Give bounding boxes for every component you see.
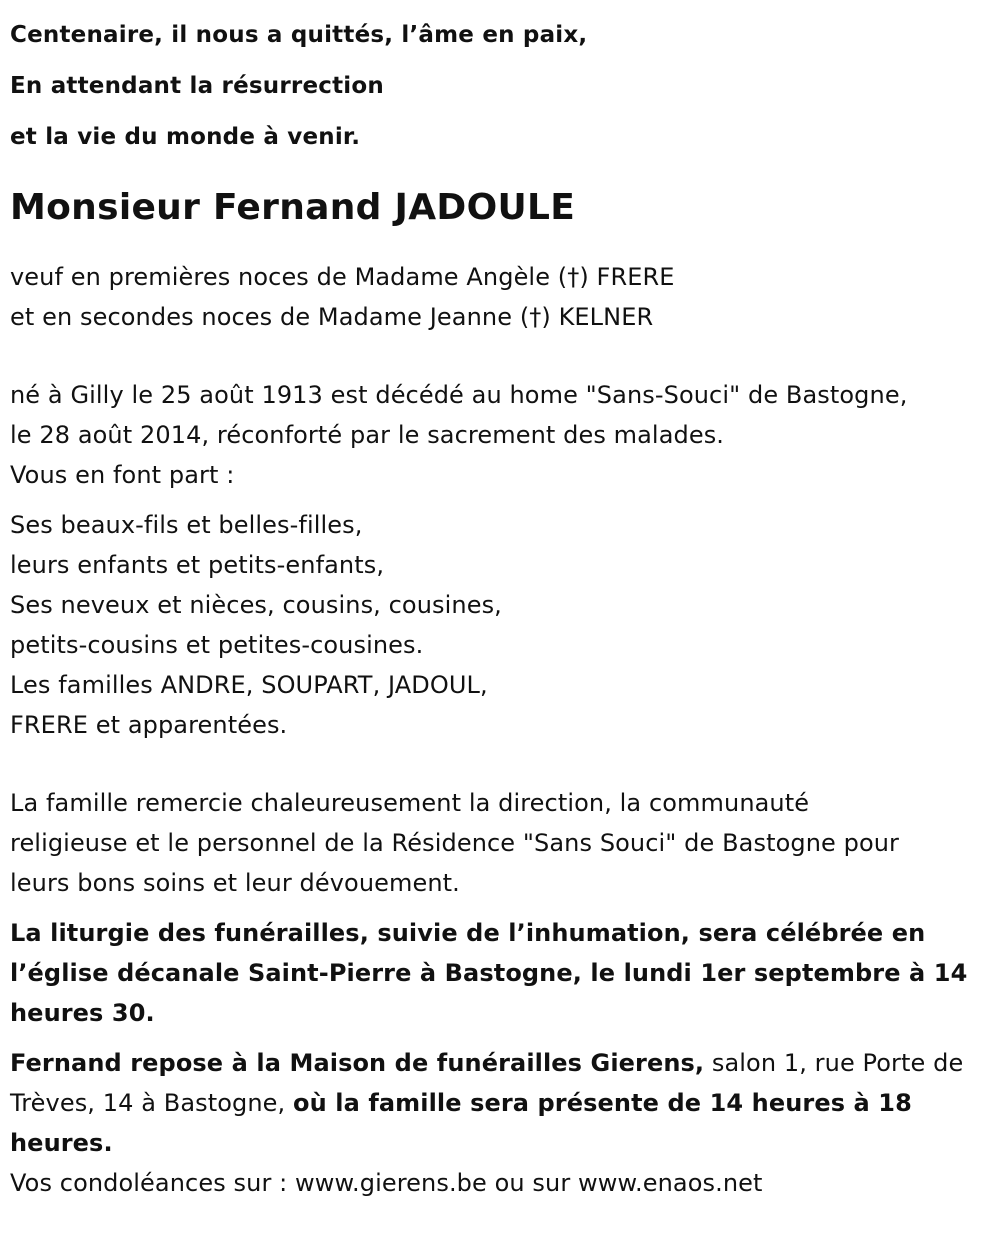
visitation-block: [10, 1043, 990, 1163]
family-line: Ses neveux et nièces, cousins, cousines,: [10, 591, 502, 619]
family-line: petits-cousins et petites-cousines.: [10, 631, 424, 659]
birth-death-line-2: le 28 août 2014, réconforté par le sacrement des malades.: [10, 421, 725, 449]
birth-death-block: [10, 375, 990, 455]
visitation-line-2: [10, 1083, 990, 1123]
family-line: Ses beaux-fils et belles-filles,: [10, 511, 363, 539]
intro-line-1: Centenaire, il nous a quittés, l’âme en paix,: [10, 22, 588, 48]
intro-line-3: et la vie du monde à venir.: [10, 124, 361, 150]
family-block: [10, 505, 990, 745]
visitation-line-2-regular: Trèves, 14 à Bastogne,: [10, 1089, 294, 1117]
thanks-block: [10, 783, 990, 903]
visitation-line-1-bold: Fernand repose à la Maison de funérailles Gierens,: [10, 1049, 705, 1077]
visitation-line-1: [10, 1043, 990, 1083]
family-line: Les familles ANDRE, SOUPART, JADOUL,: [10, 671, 488, 699]
spouse-line-2: et en secondes noces de Madame Jeanne (†) KELNER: [10, 303, 654, 331]
visitation-line-2-bold: où la famille sera présente de 14 heures à 18: [293, 1089, 912, 1117]
funeral-line: l’église décanale Saint-Pierre à Bastogne, le lundi 1er septembre à 14: [10, 959, 968, 987]
family-line: FRERE et apparentées.: [10, 711, 288, 739]
deceased-name: Monsieur Fernand JADOULE: [10, 187, 576, 228]
thanks-line: La famille remercie chaleureusement la direction, la communauté: [10, 789, 810, 817]
family-line: leurs enfants et petits-enfants,: [10, 551, 385, 579]
intro-line-2: En attendant la résurrection: [10, 73, 384, 99]
funeral-line: La liturgie des funérailles, suivie de l’inhumation, sera célébrée en: [10, 919, 926, 947]
birth-death-line-1: né à Gilly le 25 août 1913 est décédé au home "Sans-Souci" de Bastogne,: [10, 381, 908, 409]
visitation-line-1-regular: salon 1, rue Porte de: [704, 1049, 964, 1077]
funeral-block: [10, 913, 990, 1033]
announce-line: Vous en font part :: [10, 461, 235, 489]
funeral-line: heures 30.: [10, 999, 155, 1027]
visitation-line-3: [10, 1123, 990, 1163]
thanks-line: leurs bons soins et leur dévouement.: [10, 869, 460, 897]
thanks-line: religieuse et le personnel de la Résidence "Sans Souci" de Bastogne pour: [10, 829, 900, 857]
visitation-line-3-bold: heures.: [10, 1129, 113, 1157]
spouses-block: [10, 257, 990, 337]
condolences-line: Vos condoléances sur : www.gierens.be ou sur www.enaos.net: [10, 1169, 763, 1197]
spouse-line-1: veuf en premières noces de Madame Angèle (†) FRERE: [10, 263, 675, 291]
intro-verse: [10, 0, 990, 163]
